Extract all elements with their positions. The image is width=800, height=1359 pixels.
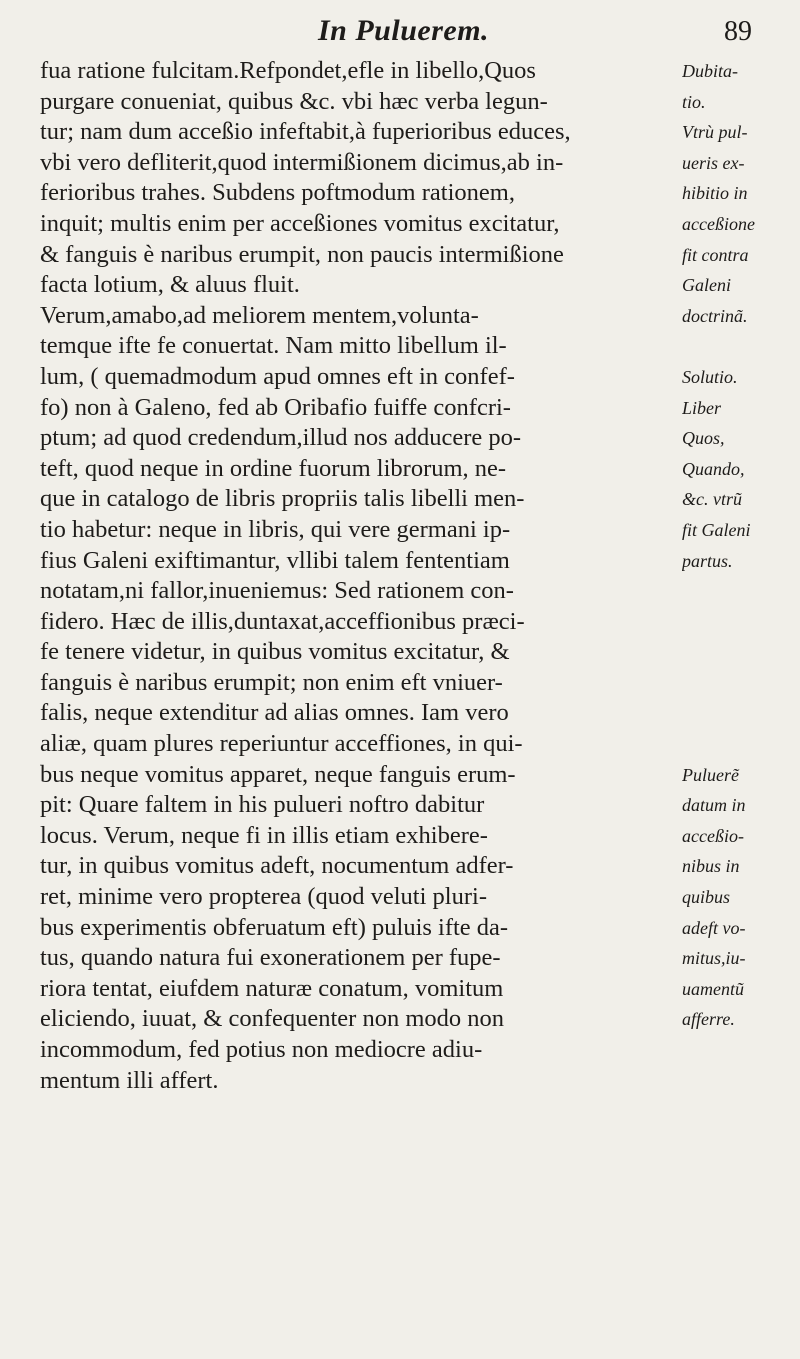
margin-note-line: hibitio in	[682, 183, 748, 204]
text-line: aliæ, quam plures reperiuntur acceffiones, in qui-	[40, 730, 523, 758]
text-line: bus experimentis obferuatum eft) puluis ifte da-	[40, 913, 509, 941]
text-line: bus neque vomitus apparet, neque fanguis erum-	[40, 760, 516, 788]
text-line: fo) non à Galeno, fed ab Oribafio fuiffe confcri-	[40, 393, 511, 421]
margin-note-line	[682, 1066, 798, 1097]
margin-note-line: Quando,	[682, 458, 745, 479]
page-number: 89	[724, 16, 752, 47]
margin-note-line: uamentũ	[682, 978, 744, 999]
margin-note-line: Puluerẽ	[682, 764, 739, 785]
text-line: eliciendo, iuuat, & confequenter non modo non	[40, 1005, 505, 1033]
margin-note-line: mitus,iu-	[682, 948, 746, 969]
margin-note-line: Solutio.	[682, 366, 738, 387]
margin-note-line	[682, 637, 798, 668]
margin-note-line	[682, 729, 798, 760]
margin-note-line: datum in	[682, 795, 746, 816]
text-line: fe tenere videtur, in quibus vomitus excitatur, &	[40, 638, 510, 666]
margin-note-line: fit contra	[682, 244, 749, 265]
text-line: ferioribus trahes. Subdens poftmodum rationem,	[40, 179, 515, 207]
text-line: teft, quod neque in ordine fuorum librorum, ne-	[40, 454, 507, 482]
text-line: purgare conueniat, quibus &c. vbi hæc verba legun-	[40, 87, 548, 115]
text-line: temque ifte fe conuertat. Nam mitto libellum il-	[40, 332, 507, 360]
text-line: tio habetur: neque in libris, qui vere germani ip-	[40, 515, 511, 543]
text-line: mentum illi affert.	[40, 1066, 219, 1094]
text-line: ptum; ad quod credendum,illud nos adducere po-	[40, 424, 522, 452]
text-line: lum, ( quemadmodum apud omnes eft in confef-	[40, 362, 515, 390]
margin-note-line: adeft vo-	[682, 917, 746, 938]
text-line: fidero. Hæc de illis,duntaxat,acceffionibus præci-	[40, 607, 525, 635]
text-line: ret, minime vero propterea (quod veluti pluri-	[40, 883, 487, 911]
margin-note-line	[682, 576, 798, 607]
text-line: inquit; multis enim per acceßiones vomitus excitatur,	[40, 209, 560, 237]
margin-note-line	[682, 698, 798, 729]
margin-note-line: Quos,	[682, 428, 725, 449]
margin-note-line: Vtrù pul-	[682, 122, 748, 143]
text-line: fius Galeni exiftimantur, vllibi talem fententiam	[40, 546, 510, 574]
margin-note-line: tio.	[682, 91, 706, 112]
margin-note-line: partus.	[682, 550, 733, 571]
running-title: In Puluerem.	[318, 14, 490, 47]
page-header	[0, 8, 800, 56]
body-text	[40, 56, 680, 1096]
text-line: fanguis è naribus erumpit; non enim eft vniuer-	[40, 668, 503, 696]
margin-note-line: doctrinã.	[682, 305, 748, 326]
text-line: notatam,ni fallor,inueniemus: Sed rationem con-	[40, 577, 514, 605]
text-line: & fanguis è naribus erumpit, non paucis intermißione	[40, 240, 564, 268]
margin-note-line: Liber	[682, 397, 722, 418]
text-line: que in catalogo de libris propriis talis libelli men-	[40, 485, 525, 513]
margin-note-line: Galeni	[682, 275, 731, 296]
margin-note-line	[682, 607, 798, 638]
text-line: pit: Quare faltem in his pulueri noftro dabitur	[40, 791, 485, 819]
text-line: vbi vero defliterit,quod intermißionem dicimus,ab in-	[40, 148, 564, 176]
margin-note-line: quibus	[682, 887, 731, 908]
text-line: incommodum, fed potius non mediocre adiu-	[40, 1036, 483, 1063]
text-line: facta lotium, & aluus fluit.	[40, 271, 300, 299]
margin-notes	[682, 56, 798, 1096]
margin-note-line	[682, 668, 798, 699]
margin-note-line: nibus in	[682, 856, 740, 877]
text-line: riora tentat, eiufdem naturæ conatum, vomitum	[40, 974, 504, 1002]
text-line: falis, neque extenditur ad alias omnes. Iam vero	[40, 699, 509, 727]
margin-note-line	[682, 1035, 798, 1066]
margin-note-line: acceßio-	[682, 825, 744, 846]
margin-note-line: ueris ex-	[682, 152, 745, 173]
margin-note-line: acceßione	[682, 213, 755, 234]
text-line: fua ratione fulcitam.Refpondet,efle in libello,Quos	[40, 57, 536, 84]
text-line: tur; nam dum acceßio infeftabit,à fuperioribus educes,	[40, 118, 571, 146]
margin-note-line: afferre.	[682, 1009, 735, 1030]
margin-note-line: Dubita-	[682, 61, 738, 81]
text-line: tus, quando natura fui exonerationem per fupe-	[40, 944, 501, 972]
margin-note-line: fit Galeni	[682, 519, 751, 540]
text-line: tur, in quibus vomitus adeft, nocumentum adfer-	[40, 852, 514, 880]
text-line: locus. Verum, neque fi in illis etiam exhibere-	[40, 821, 488, 849]
text-line: Verum,amabo,ad meliorem mentem,volunta-	[40, 301, 479, 329]
margin-note-line	[682, 331, 798, 362]
margin-note-line: &c. vtrũ	[682, 489, 742, 510]
